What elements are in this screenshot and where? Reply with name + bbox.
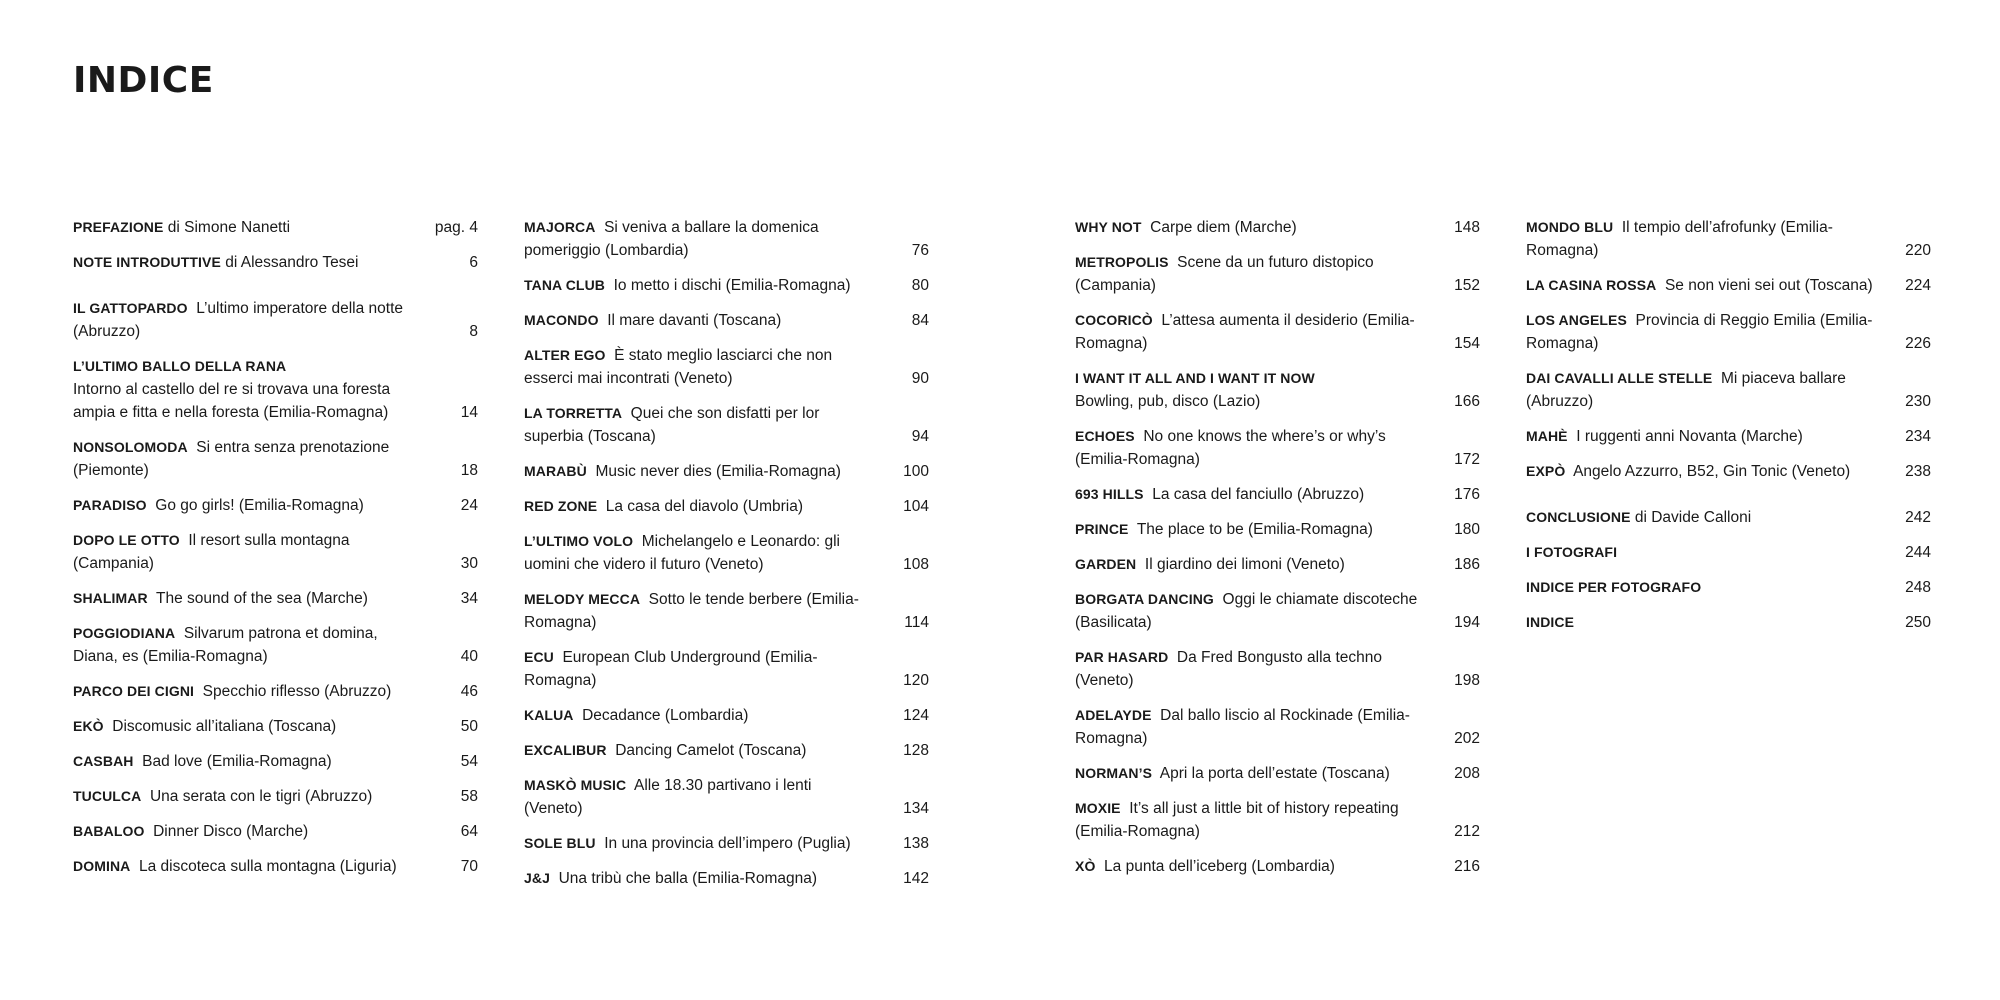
entry-description: Da Fred Bongusto alla techno (Veneto) <box>1075 649 1387 689</box>
page-number: 30 <box>460 555 478 572</box>
page-number: 18 <box>460 462 478 479</box>
entry-description: Oggi le chiamate discoteche (Basilicata) <box>1075 591 1422 631</box>
entry-title: GARDEN <box>1075 556 1137 572</box>
page-number: 24 <box>460 497 478 514</box>
entry-description: di Simone Nanetti <box>163 219 291 236</box>
entry-title: BORGATA DANCING <box>1075 591 1214 607</box>
index-column-4 <box>1526 216 1931 646</box>
page-number: 8 <box>469 323 478 340</box>
page-number: 202 <box>1454 730 1480 747</box>
entry-text <box>1526 576 1701 599</box>
entry-text <box>524 344 874 390</box>
index-entry <box>524 309 929 332</box>
entry-description: Mi piaceva ballare (Abruzzo) <box>1526 370 1851 410</box>
entry-text <box>524 867 817 890</box>
page-number: 176 <box>1454 486 1480 503</box>
entry-description: Dal ballo liscio al Rockinade (Emilia-Romagna) <box>1075 707 1410 747</box>
index-column-1 <box>73 216 478 890</box>
entry-title: I WANT IT ALL AND I WANT IT NOW <box>1075 370 1315 386</box>
entry-description: Discomusic all’italiana (Toscana) <box>103 718 337 735</box>
page-number: 76 <box>911 242 929 259</box>
entry-description: Si entra senza prenotazione (Piemonte) <box>73 439 394 479</box>
page-number: 70 <box>460 858 478 875</box>
entry-text <box>524 309 781 332</box>
entry-title: TUCULCA <box>73 788 142 804</box>
index-entry <box>524 216 929 262</box>
entry-title: L’ULTIMO VOLO <box>524 533 634 549</box>
page-number: 244 <box>1905 544 1931 561</box>
entry-description: La punta dell’iceberg (Lombardia) <box>1095 858 1335 875</box>
entry-description: La casa del fanciullo (Abruzzo) <box>1143 486 1365 503</box>
entry-description: Specchio riflesso (Abruzzo) <box>194 683 392 700</box>
index-entry <box>73 750 478 773</box>
entry-text <box>1526 309 1876 355</box>
entry-description: Carpe diem (Marche) <box>1141 219 1297 236</box>
entry-description: Si veniva a ballare la domenica pomeriggio (Lombardia) <box>524 219 823 259</box>
page-number: 6 <box>469 254 478 271</box>
entry-text <box>73 785 372 808</box>
page-number: pag. 4 <box>434 219 478 236</box>
index-entry <box>1075 309 1480 355</box>
entry-text <box>73 855 397 878</box>
entry-title: PARADISO <box>73 497 147 513</box>
index-entry <box>1526 274 1931 297</box>
entry-title: INDICE <box>1526 614 1575 630</box>
index-entry <box>1526 460 1931 483</box>
entry-text <box>1526 425 1803 448</box>
page-number: 120 <box>903 672 929 689</box>
entry-title: ECHOES <box>1075 428 1135 444</box>
entry-title: BABALOO <box>73 823 145 839</box>
page-number: 154 <box>1454 335 1480 352</box>
entry-text <box>1075 518 1373 541</box>
entry-title: COCORICÒ <box>1075 312 1153 328</box>
entry-text <box>73 680 391 703</box>
entry-text <box>73 216 290 239</box>
entry-text <box>73 820 308 843</box>
index-entry <box>524 588 929 634</box>
index-entry <box>1526 425 1931 448</box>
entry-text <box>524 774 874 820</box>
entry-title: CONCLUSIONE <box>1526 509 1631 525</box>
entry-text <box>1075 797 1425 843</box>
entry-description: Il giardino dei limoni (Veneto) <box>1136 556 1345 573</box>
index-entry <box>524 460 929 483</box>
index-entry <box>73 587 478 610</box>
page-number: 40 <box>460 648 478 665</box>
index-column-2 <box>524 216 929 902</box>
entry-description: Angelo Azzurro, B52, Gin Tonic (Veneto) <box>1565 463 1851 480</box>
index-entry <box>73 494 478 517</box>
entry-title: MAJORCA <box>524 219 596 235</box>
index-entry <box>524 832 929 855</box>
entry-text <box>1526 367 1876 413</box>
page-number: 248 <box>1905 579 1931 596</box>
index-entry <box>1075 762 1480 785</box>
entry-description: Io metto i dischi (Emilia-Romagna) <box>605 277 851 294</box>
entry-text <box>524 216 874 262</box>
entry-description: L’attesa aumenta il desiderio (Emilia-Romagna) <box>1075 312 1415 352</box>
entry-text <box>524 832 851 855</box>
page-number: 58 <box>460 788 478 805</box>
entry-text <box>524 530 874 576</box>
page-number: 224 <box>1905 277 1931 294</box>
entry-description: Decadance (Lombardia) <box>573 707 749 724</box>
entry-title: XÒ <box>1075 858 1096 874</box>
page-number: 64 <box>460 823 478 840</box>
index-entry <box>1075 425 1480 471</box>
page-number: 148 <box>1454 219 1480 236</box>
index-entry <box>1075 251 1480 297</box>
entry-title: MARABÙ <box>524 463 587 479</box>
index-entry <box>524 344 929 390</box>
entry-description: Michelangelo e Leonardo: gli uomini che videro il futuro (Veneto) <box>524 533 845 573</box>
entry-description: Dancing Camelot (Toscana) <box>606 742 807 759</box>
page-number: 172 <box>1454 451 1480 468</box>
index-entry <box>1075 553 1480 576</box>
entry-description: L’ultimo imperatore della notte (Abruzzo) <box>73 300 408 340</box>
entry-description: European Club Underground (Emilia-Romagna) <box>524 649 818 689</box>
entry-text <box>73 750 332 773</box>
page-number: 194 <box>1454 614 1480 631</box>
entry-title: I FOTOGRAFI <box>1526 544 1618 560</box>
entry-title: EXCALIBUR <box>524 742 607 758</box>
entry-text <box>524 460 841 483</box>
entry-text <box>524 274 851 297</box>
entry-title: MOXIE <box>1075 800 1121 816</box>
entry-title: NOTE INTRODUTTIVE <box>73 254 221 270</box>
entry-text <box>73 494 364 517</box>
entry-title: KALUA <box>524 707 574 723</box>
index-entry <box>1075 367 1480 413</box>
entry-text <box>1075 588 1425 634</box>
entry-title: MAHÈ <box>1526 428 1568 444</box>
index-entry <box>524 646 929 692</box>
page-number: 180 <box>1454 521 1480 538</box>
entry-title: 693 HILLS <box>1075 486 1144 502</box>
index-entry <box>1526 367 1931 413</box>
entry-description: No one knows the where’s or why’s (Emilia-Romagna) <box>1075 428 1391 468</box>
index-entry <box>1075 855 1480 878</box>
entry-description: È stato meglio lasciarci che non esserci mai incontrati (Veneto) <box>524 347 837 387</box>
entry-description: Dinner Disco (Marche) <box>144 823 309 840</box>
page-number: 250 <box>1905 614 1931 631</box>
entry-title: J&J <box>524 870 550 886</box>
index-entry <box>73 529 478 575</box>
index-entry <box>1526 611 1931 634</box>
index-entry <box>73 355 478 424</box>
entry-text <box>1075 855 1335 878</box>
entry-text <box>1075 367 1315 413</box>
entry-description: La discoteca sulla montagna (Liguria) <box>130 858 397 875</box>
entry-title: SHALIMAR <box>73 590 148 606</box>
entry-title: LA TORRETTA <box>524 405 623 421</box>
entry-title: DAI CAVALLI ALLE STELLE <box>1526 370 1713 386</box>
entry-title: MASKÒ MUSIC <box>524 777 627 793</box>
entry-title: CASBAH <box>73 753 134 769</box>
entry-title: PAR HASARD <box>1075 649 1169 665</box>
entry-description: Il mare davanti (Toscana) <box>598 312 782 329</box>
page-number: 198 <box>1454 672 1480 689</box>
page-number: 54 <box>460 753 478 770</box>
entry-description: Provincia di Reggio Emilia (Emilia-Romagna) <box>1526 312 1873 352</box>
page-number: 212 <box>1454 823 1480 840</box>
entry-title: EXPÒ <box>1526 463 1566 479</box>
entry-description: Silvarum patrona et domina, Diana, es (Emilia-Romagna) <box>73 625 382 665</box>
entry-description: Il tempio dell’afrofunky (Emilia-Romagna) <box>1526 219 1833 259</box>
index-entry <box>1075 646 1480 692</box>
entry-text <box>524 402 874 448</box>
page-number: 84 <box>911 312 929 329</box>
index-entry <box>1075 704 1480 750</box>
index-column-3 <box>1075 216 1480 890</box>
entry-title: MACONDO <box>524 312 599 328</box>
entry-title: PREFAZIONE <box>73 219 164 235</box>
entry-title: ADELAYDE <box>1075 707 1152 723</box>
index-entry <box>524 774 929 820</box>
entry-description: Bowling, pub, disco (Lazio) <box>1075 393 1261 410</box>
entry-title: DOPO LE OTTO <box>73 532 180 548</box>
index-entry <box>1526 216 1931 262</box>
entry-text <box>524 739 806 762</box>
entry-text <box>1526 216 1876 262</box>
entry-text <box>73 355 423 424</box>
index-entry <box>524 739 929 762</box>
entry-description: La casa del diavolo (Umbria) <box>597 498 804 515</box>
index-entry <box>524 530 929 576</box>
entry-text <box>73 436 423 482</box>
entry-title: DOMINA <box>73 858 131 874</box>
page-number: 234 <box>1905 428 1931 445</box>
entry-title: PRINCE <box>1075 521 1129 537</box>
index-entry <box>524 274 929 297</box>
entry-description: Apri la porta dell’estate (Toscana) <box>1152 765 1390 782</box>
entry-description: In una provincia dell’impero (Puglia) <box>595 835 851 852</box>
index-entry <box>1526 576 1931 599</box>
index-entry <box>73 297 478 343</box>
entry-description: Il resort sulla montagna (Campania) <box>73 532 354 572</box>
page-number: 142 <box>903 870 929 887</box>
entry-text <box>1075 553 1345 576</box>
index-entry <box>524 495 929 518</box>
page-number: 220 <box>1905 242 1931 259</box>
entry-title: NONSOLOMODA <box>73 439 188 455</box>
entry-title: EKÒ <box>73 718 104 734</box>
entry-title: NORMAN’S <box>1075 765 1153 781</box>
entry-title: INDICE PER FOTOGRAFO <box>1526 579 1702 595</box>
page-title: INDICE <box>73 60 214 101</box>
page-number: 46 <box>460 683 478 700</box>
index-entry <box>73 216 478 239</box>
index-entry <box>73 820 478 843</box>
page-number: 152 <box>1454 277 1480 294</box>
entry-text <box>1075 704 1425 750</box>
entry-description: The place to be (Emilia-Romagna) <box>1128 521 1373 538</box>
index-entry <box>1075 518 1480 541</box>
entry-description: di Alessandro Tesei <box>220 254 359 271</box>
entry-text <box>1075 483 1364 506</box>
entry-title: IL GATTOPARDO <box>73 300 188 316</box>
page-number: 50 <box>460 718 478 735</box>
entry-description: Alle 18.30 partivano i lenti (Veneto) <box>524 777 816 817</box>
index-entry <box>1526 541 1931 564</box>
index-entry <box>73 622 478 668</box>
entry-title: ALTER EGO <box>524 347 606 363</box>
index-entry <box>1075 588 1480 634</box>
index-entry <box>73 855 478 878</box>
page-number: 186 <box>1454 556 1480 573</box>
entry-description: Scene da un futuro distopico (Campania) <box>1075 254 1378 294</box>
index-entry <box>73 715 478 738</box>
index-entry <box>73 436 478 482</box>
entry-title: MELODY MECCA <box>524 591 641 607</box>
entry-title: PARCO DEI CIGNI <box>73 683 195 699</box>
entry-text <box>524 495 803 518</box>
entry-text <box>73 587 368 610</box>
index-entry <box>524 867 929 890</box>
index-entry <box>73 785 478 808</box>
entry-text <box>1526 611 1574 634</box>
index-entry <box>73 680 478 703</box>
entry-title: ECU <box>524 649 554 665</box>
page-number: 242 <box>1905 509 1931 526</box>
page-number: 108 <box>903 556 929 573</box>
entry-text <box>73 622 423 668</box>
entry-description: Sotto le tende berbere (Emilia-Romagna) <box>524 591 859 631</box>
index-entry <box>1526 506 1931 529</box>
index-entry <box>1075 483 1480 506</box>
entry-text <box>524 588 874 634</box>
entry-title: MONDO BLU <box>1526 219 1614 235</box>
page-number: 114 <box>904 614 929 631</box>
entry-title: SOLE BLU <box>524 835 596 851</box>
entry-description: The sound of the sea (Marche) <box>147 590 368 607</box>
page-number: 14 <box>460 404 478 421</box>
page-number: 90 <box>911 370 929 387</box>
index-entry <box>73 251 478 274</box>
page-number: 238 <box>1905 463 1931 480</box>
index-entry <box>1075 797 1480 843</box>
entry-title: LOS ANGELES <box>1526 312 1627 328</box>
entry-description: Una tribù che balla (Emilia-Romagna) <box>549 870 818 887</box>
entry-description: Bad love (Emilia-Romagna) <box>133 753 332 770</box>
entry-description: Go go girls! (Emilia-Romagna) <box>146 497 364 514</box>
entry-description: It’s all just a little bit of history repeating (Emilia-Romagna) <box>1075 800 1403 840</box>
entry-text <box>1526 460 1850 483</box>
entry-title: WHY NOT <box>1075 219 1142 235</box>
entry-description: Quei che son disfatti per lor superbia (Toscana) <box>524 405 824 445</box>
entry-text <box>1075 216 1297 239</box>
page-number: 34 <box>460 590 478 607</box>
page-number: 128 <box>903 742 929 759</box>
entry-title: TANA CLUB <box>524 277 605 293</box>
page-number: 216 <box>1454 858 1480 875</box>
entry-title: METROPOLIS <box>1075 254 1169 270</box>
page-number: 230 <box>1905 393 1931 410</box>
entry-title: L’ULTIMO BALLO DELLA RANA <box>73 358 287 374</box>
entry-text <box>73 297 423 343</box>
entry-text <box>73 715 336 738</box>
page-number: 94 <box>911 428 929 445</box>
entry-text <box>73 529 423 575</box>
page-number: 134 <box>903 800 929 817</box>
index-entry <box>524 402 929 448</box>
index-entry <box>1075 216 1480 239</box>
entry-title: LA CASINA ROSSA <box>1526 277 1657 293</box>
entry-description: Intorno al castello del re si trovava una foresta ampia e fitta e nella foresta (Emilia-Romagna) <box>73 381 395 421</box>
entry-text <box>1526 506 1751 529</box>
entry-text <box>524 646 874 692</box>
entry-text <box>1075 646 1425 692</box>
entry-text <box>1075 251 1425 297</box>
entry-text <box>1075 309 1425 355</box>
page-number: 104 <box>903 498 929 515</box>
page-number: 208 <box>1454 765 1480 782</box>
entry-text <box>1526 274 1873 297</box>
page-number: 100 <box>903 463 929 480</box>
entry-text <box>1526 541 1617 564</box>
entry-text <box>1075 762 1390 785</box>
page-number: 80 <box>911 277 929 294</box>
entry-text <box>73 251 359 274</box>
entry-text <box>1075 425 1425 471</box>
index-entry <box>1526 309 1931 355</box>
entry-description: Una serata con le tigri (Abruzzo) <box>141 788 373 805</box>
entry-description: Se non vieni sei out (Toscana) <box>1656 277 1873 294</box>
entry-title: RED ZONE <box>524 498 598 514</box>
page-number: 166 <box>1454 393 1480 410</box>
entry-description: Music never dies (Emilia-Romagna) <box>586 463 841 480</box>
page-number: 138 <box>903 835 929 852</box>
entry-text <box>524 704 748 727</box>
index-entry <box>524 704 929 727</box>
page-number: 124 <box>903 707 929 724</box>
entry-description: di Davide Calloni <box>1630 509 1752 526</box>
page-number: 226 <box>1905 335 1931 352</box>
entry-description: I ruggenti anni Novanta (Marche) <box>1567 428 1803 445</box>
entry-title: POGGIODIANA <box>73 625 176 641</box>
